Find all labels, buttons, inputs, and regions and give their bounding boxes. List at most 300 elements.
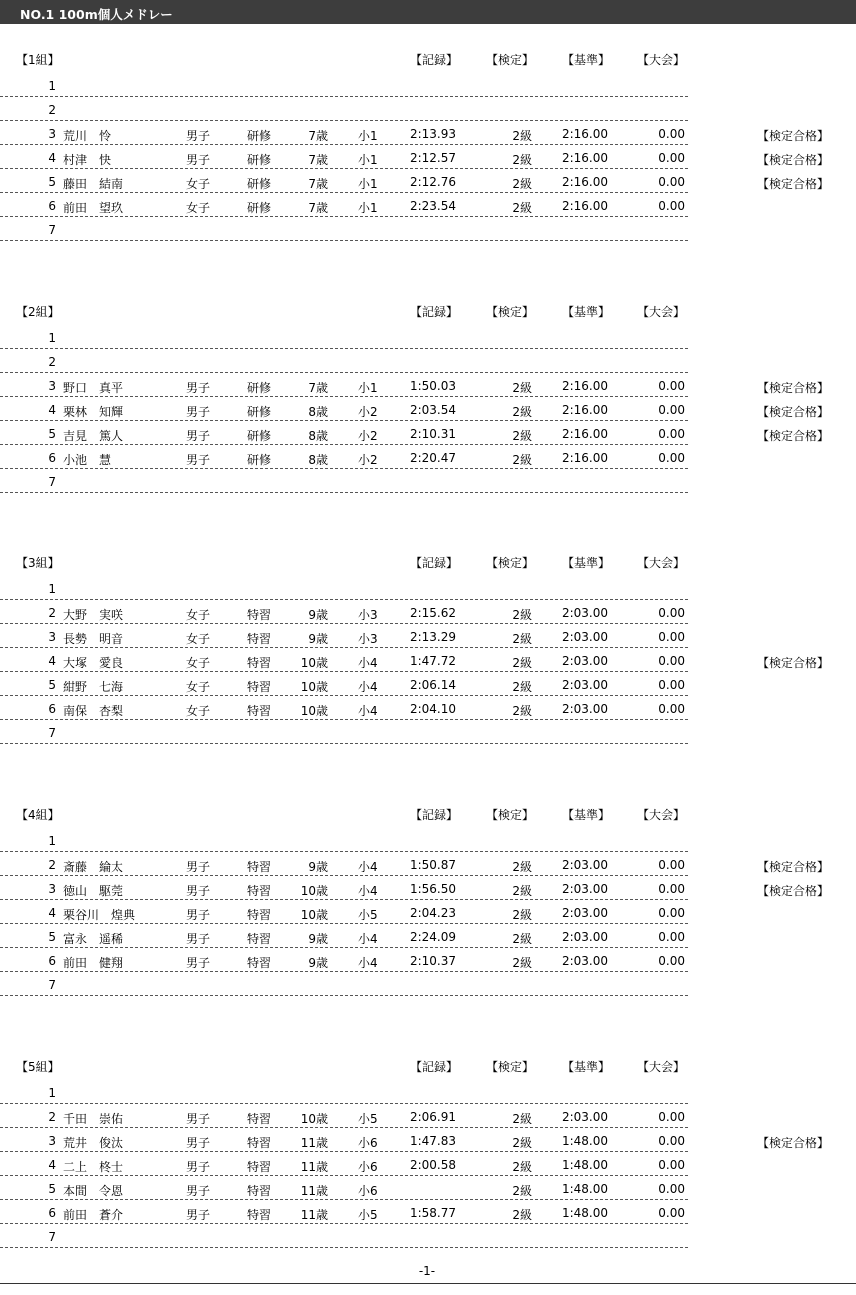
swimmer-name: 藤田 結南 [63, 177, 124, 191]
record-time: 1:47.72 [409, 654, 456, 668]
level-header: 【検定】 [486, 808, 535, 822]
lane-row [0, 600, 856, 624]
page-number: -1- [418, 1264, 436, 1278]
age: 8歳 [308, 429, 328, 443]
school-grade: 小4 [358, 956, 378, 970]
school-grade: 小5 [358, 1112, 378, 1126]
school-grade: 小5 [358, 1208, 378, 1222]
age: 9歳 [308, 932, 328, 946]
course-class: 研修 [247, 201, 272, 215]
record-time: 2:06.14 [409, 678, 456, 692]
swimmer-name: 南保 杏梨 [63, 704, 124, 718]
course-class: 特習 [247, 932, 272, 946]
lane-row [0, 1200, 856, 1224]
level-header: 【検定】 [486, 305, 535, 319]
test-level: 2級 [512, 680, 532, 694]
heat-group [0, 300, 856, 540]
record-header: 【記録】 [410, 305, 459, 319]
lane-number: 1 [48, 331, 56, 345]
lane-number: 2 [48, 355, 56, 369]
heat-group [0, 551, 856, 791]
standard-header: 【基準】 [562, 808, 611, 822]
age: 10歳 [300, 680, 328, 694]
swimmer-name: 富永 遥稀 [63, 932, 124, 946]
standard-header: 【基準】 [562, 53, 611, 67]
meet-time: 0.00 [658, 702, 685, 716]
sex: 女子 [186, 201, 211, 215]
meet-time: 0.00 [658, 930, 685, 944]
course-class: 特習 [247, 608, 272, 622]
sex: 女子 [186, 177, 211, 191]
sex: 男子 [186, 1136, 211, 1150]
swimmer-name: 徳山 駆莞 [63, 884, 124, 898]
swimmer-name: 野口 真平 [63, 381, 124, 395]
standard-header: 【基準】 [562, 305, 611, 319]
lane-row [0, 145, 856, 169]
lane-row [0, 217, 856, 241]
lane-row [0, 193, 856, 217]
meet-header: 【大会】 [637, 808, 686, 822]
lane-number: 2 [48, 103, 56, 117]
meet-time: 0.00 [658, 678, 685, 692]
sex: 男子 [186, 381, 211, 395]
test-level: 2級 [512, 1136, 532, 1150]
lane-number: 6 [48, 954, 56, 968]
standard-time: 2:16.00 [561, 127, 608, 141]
standard-time: 2:03.00 [561, 702, 608, 716]
group-header [0, 300, 856, 322]
lane-row [0, 421, 856, 445]
lane-row [0, 648, 856, 672]
lane-row [0, 1080, 856, 1104]
lane-number: 3 [48, 882, 56, 896]
swimmer-name: 小池 慧 [63, 453, 112, 467]
age: 7歳 [308, 381, 328, 395]
course-class: 研修 [247, 381, 272, 395]
pass-mark: 【検定合格】 [757, 177, 830, 191]
record-time: 2:10.31 [409, 427, 456, 441]
test-level: 2級 [512, 453, 532, 467]
lane-number: 3 [48, 1134, 56, 1148]
test-level: 2級 [512, 429, 532, 443]
meet-time: 0.00 [658, 427, 685, 441]
sex: 男子 [186, 908, 211, 922]
lane-row [0, 325, 856, 349]
age: 10歳 [300, 884, 328, 898]
test-level: 2級 [512, 656, 532, 670]
lane-number: 5 [48, 427, 56, 441]
standard-time: 1:48.00 [561, 1158, 608, 1172]
lane-number: 5 [48, 1182, 56, 1196]
row-divider [0, 240, 688, 241]
lane-number: 6 [48, 702, 56, 716]
lane-number: 5 [48, 678, 56, 692]
record-header: 【記録】 [410, 808, 459, 822]
lane-row [0, 924, 856, 948]
standard-time: 2:03.00 [561, 906, 608, 920]
meet-header: 【大会】 [637, 305, 686, 319]
level-header: 【検定】 [486, 1060, 535, 1074]
standard-time: 2:03.00 [561, 954, 608, 968]
meet-time: 0.00 [658, 906, 685, 920]
record-time: 1:56.50 [409, 882, 456, 896]
course-class: 特習 [247, 956, 272, 970]
group-label: 【3組】 [16, 556, 60, 570]
test-level: 2級 [512, 153, 532, 167]
age: 9歳 [308, 860, 328, 874]
lane-number: 4 [48, 654, 56, 668]
school-grade: 小4 [358, 680, 378, 694]
lane-row [0, 828, 856, 852]
standard-header: 【基準】 [562, 556, 611, 570]
swimmer-name: 千田 崇佑 [63, 1112, 124, 1126]
swimmer-name: 前田 望玖 [63, 201, 124, 215]
meet-time: 0.00 [658, 175, 685, 189]
pass-mark: 【検定合格】 [757, 429, 830, 443]
meet-time: 0.00 [658, 379, 685, 393]
lane-row [0, 696, 856, 720]
test-level: 2級 [512, 704, 532, 718]
standard-time: 2:03.00 [561, 882, 608, 896]
lane-number: 6 [48, 451, 56, 465]
pass-mark: 【検定合格】 [757, 1136, 830, 1150]
lane-row [0, 445, 856, 469]
test-level: 2級 [512, 405, 532, 419]
school-grade: 小4 [358, 656, 378, 670]
lane-number: 7 [48, 223, 56, 237]
meet-time: 0.00 [658, 403, 685, 417]
age: 10歳 [300, 1112, 328, 1126]
standard-time: 2:03.00 [561, 630, 608, 644]
lane-number: 3 [48, 379, 56, 393]
test-level: 2級 [512, 956, 532, 970]
heat-group [0, 1055, 856, 1295]
school-grade: 小4 [358, 860, 378, 874]
swimmer-name: 吉見 篤人 [63, 429, 124, 443]
standard-time: 2:16.00 [561, 403, 608, 417]
swimmer-name: 前田 健翔 [63, 956, 124, 970]
age: 8歳 [308, 405, 328, 419]
lane-number: 4 [48, 151, 56, 165]
meet-time: 0.00 [658, 954, 685, 968]
lane-row [0, 948, 856, 972]
record-time: 2:15.62 [409, 606, 456, 620]
age: 7歳 [308, 129, 328, 143]
standard-time: 2:03.00 [561, 1110, 608, 1124]
sex: 男子 [186, 884, 211, 898]
page-title: NO.1 100m個人メドレー [20, 7, 173, 22]
sex: 男子 [186, 1112, 211, 1126]
standard-time: 2:03.00 [561, 930, 608, 944]
age: 7歳 [308, 153, 328, 167]
test-level: 2級 [512, 1184, 532, 1198]
lane-number: 1 [48, 582, 56, 596]
heat-group [0, 803, 856, 1043]
record-header: 【記録】 [410, 53, 459, 67]
lane-number: 1 [48, 834, 56, 848]
standard-time: 2:03.00 [561, 858, 608, 872]
record-time: 2:04.10 [409, 702, 456, 716]
swimmer-name: 荒川 怜 [63, 129, 112, 143]
swimmer-name: 二上 柊士 [63, 1160, 124, 1174]
lane-number: 7 [48, 1230, 56, 1244]
school-grade: 小2 [358, 429, 378, 443]
age: 8歳 [308, 453, 328, 467]
standard-time: 2:16.00 [561, 175, 608, 189]
sex: 男子 [186, 453, 211, 467]
swimmer-name: 大塚 愛良 [63, 656, 124, 670]
course-class: 特習 [247, 656, 272, 670]
lane-row [0, 1104, 856, 1128]
age: 9歳 [308, 608, 328, 622]
swimmer-name: 紺野 七海 [63, 680, 124, 694]
meet-time: 0.00 [658, 858, 685, 872]
meet-time: 0.00 [658, 606, 685, 620]
meet-time: 0.00 [658, 1206, 685, 1220]
row-divider [0, 743, 688, 744]
group-header [0, 551, 856, 573]
course-class: 特習 [247, 1208, 272, 1222]
swimmer-name: 前田 蒼介 [63, 1208, 124, 1222]
lane-row [0, 852, 856, 876]
lane-row [0, 121, 856, 145]
age: 11歳 [300, 1136, 328, 1150]
swimmer-name: 栗林 知輝 [63, 405, 124, 419]
standard-time: 2:16.00 [561, 199, 608, 213]
level-header: 【検定】 [486, 556, 535, 570]
age: 10歳 [300, 704, 328, 718]
record-time: 2:03.54 [409, 403, 456, 417]
school-grade: 小2 [358, 453, 378, 467]
sex: 男子 [186, 405, 211, 419]
meet-time: 0.00 [658, 451, 685, 465]
age: 10歳 [300, 908, 328, 922]
course-class: 研修 [247, 153, 272, 167]
meet-time: 0.00 [658, 199, 685, 213]
lane-row [0, 720, 856, 744]
sex: 女子 [186, 656, 211, 670]
lane-number: 4 [48, 403, 56, 417]
standard-time: 2:03.00 [561, 606, 608, 620]
swimmer-name: 荒井 俊汰 [63, 1136, 124, 1150]
group-label: 【1組】 [16, 53, 60, 67]
test-level: 2級 [512, 1160, 532, 1174]
course-class: 特習 [247, 884, 272, 898]
school-grade: 小4 [358, 932, 378, 946]
lane-number: 7 [48, 978, 56, 992]
lane-number: 5 [48, 175, 56, 189]
lane-number: 3 [48, 127, 56, 141]
pass-mark: 【検定合格】 [757, 860, 830, 874]
record-time: 2:12.76 [409, 175, 456, 189]
school-grade: 小1 [358, 129, 378, 143]
course-class: 特習 [247, 1136, 272, 1150]
standard-time: 2:16.00 [561, 379, 608, 393]
lane-row [0, 1152, 856, 1176]
school-grade: 小5 [358, 908, 378, 922]
lane-row [0, 397, 856, 421]
test-level: 2級 [512, 932, 532, 946]
swimmer-name: 本間 令恩 [63, 1184, 124, 1198]
course-class: 研修 [247, 405, 272, 419]
lane-row [0, 876, 856, 900]
record-time: 2:23.54 [409, 199, 456, 213]
school-grade: 小3 [358, 608, 378, 622]
group-label: 【5組】 [16, 1060, 60, 1074]
standard-time: 1:48.00 [561, 1134, 608, 1148]
lane-row [0, 624, 856, 648]
meet-time: 0.00 [658, 654, 685, 668]
lane-row [0, 1224, 856, 1248]
age: 7歳 [308, 201, 328, 215]
level-header: 【検定】 [486, 53, 535, 67]
record-time: 1:58.77 [409, 1206, 456, 1220]
school-grade: 小6 [358, 1160, 378, 1174]
lane-number: 4 [48, 906, 56, 920]
age: 7歳 [308, 177, 328, 191]
swimmer-name: 長勢 明音 [63, 632, 124, 646]
course-class: 研修 [247, 129, 272, 143]
sex: 男子 [186, 956, 211, 970]
test-level: 2級 [512, 129, 532, 143]
course-class: 特習 [247, 908, 272, 922]
lane-number: 5 [48, 930, 56, 944]
course-class: 研修 [247, 429, 272, 443]
lane-row [0, 1128, 856, 1152]
standard-time: 2:03.00 [561, 654, 608, 668]
row-divider [0, 492, 688, 493]
school-grade: 小1 [358, 201, 378, 215]
course-class: 特習 [247, 860, 272, 874]
sex: 女子 [186, 680, 211, 694]
course-class: 特習 [247, 680, 272, 694]
record-time: 2:13.93 [409, 127, 456, 141]
record-time: 2:00.58 [409, 1158, 456, 1172]
record-time: 2:20.47 [409, 451, 456, 465]
swimmer-name: 大野 実咲 [63, 608, 124, 622]
group-header [0, 803, 856, 825]
course-class: 特習 [247, 632, 272, 646]
group-header [0, 1055, 856, 1077]
age: 11歳 [300, 1160, 328, 1174]
school-grade: 小4 [358, 884, 378, 898]
age: 11歳 [300, 1208, 328, 1222]
sex: 男子 [186, 429, 211, 443]
record-time: 2:04.23 [409, 906, 456, 920]
lane-row [0, 972, 856, 996]
lane-row [0, 97, 856, 121]
test-level: 2級 [512, 1112, 532, 1126]
test-level: 2級 [512, 884, 532, 898]
test-level: 2級 [512, 201, 532, 215]
meet-time: 0.00 [658, 630, 685, 644]
pass-mark: 【検定合格】 [757, 129, 830, 143]
sex: 男子 [186, 1160, 211, 1174]
meet-header: 【大会】 [637, 556, 686, 570]
test-level: 2級 [512, 608, 532, 622]
meet-time: 0.00 [658, 151, 685, 165]
meet-time: 0.00 [658, 1158, 685, 1172]
record-time: 2:12.57 [409, 151, 456, 165]
sex: 男子 [186, 153, 211, 167]
sex: 女子 [186, 704, 211, 718]
test-level: 2級 [512, 1208, 532, 1222]
lane-number: 2 [48, 1110, 56, 1124]
record-time: 2:10.37 [409, 954, 456, 968]
course-class: 研修 [247, 453, 272, 467]
course-class: 特習 [247, 1112, 272, 1126]
record-time: 2:24.09 [409, 930, 456, 944]
lane-number: 7 [48, 726, 56, 740]
test-level: 2級 [512, 177, 532, 191]
record-header: 【記録】 [410, 556, 459, 570]
pass-mark: 【検定合格】 [757, 381, 830, 395]
test-level: 2級 [512, 381, 532, 395]
lane-number: 2 [48, 858, 56, 872]
pass-mark: 【検定合格】 [757, 884, 830, 898]
age: 10歳 [300, 656, 328, 670]
standard-time: 2:16.00 [561, 151, 608, 165]
school-grade: 小3 [358, 632, 378, 646]
lane-row [0, 1176, 856, 1200]
meet-time: 0.00 [658, 1134, 685, 1148]
lane-number: 3 [48, 630, 56, 644]
sex: 女子 [186, 608, 211, 622]
standard-time: 1:48.00 [561, 1182, 608, 1196]
sex: 男子 [186, 1208, 211, 1222]
meet-header: 【大会】 [637, 1060, 686, 1074]
lane-number: 4 [48, 1158, 56, 1172]
course-class: 特習 [247, 704, 272, 718]
lane-row [0, 73, 856, 97]
pass-mark: 【検定合格】 [757, 405, 830, 419]
record-time: 1:47.83 [409, 1134, 456, 1148]
school-grade: 小6 [358, 1184, 378, 1198]
group-label: 【2組】 [16, 305, 60, 319]
lane-row [0, 900, 856, 924]
page-footer [0, 1264, 856, 1278]
record-header: 【記録】 [410, 1060, 459, 1074]
age: 11歳 [300, 1184, 328, 1198]
meet-time: 0.00 [658, 1110, 685, 1124]
lane-number: 6 [48, 199, 56, 213]
row-divider [0, 995, 688, 996]
record-time: 2:13.29 [409, 630, 456, 644]
sex: 男子 [186, 932, 211, 946]
meet-time: 0.00 [658, 127, 685, 141]
record-time: 1:50.87 [409, 858, 456, 872]
course-class: 研修 [247, 177, 272, 191]
heat-group [0, 48, 856, 288]
title-bar [0, 0, 856, 24]
lane-number: 6 [48, 1206, 56, 1220]
standard-header: 【基準】 [562, 1060, 611, 1074]
course-class: 特習 [247, 1160, 272, 1174]
swimmer-name: 斎藤 綸太 [63, 860, 124, 874]
school-grade: 小1 [358, 153, 378, 167]
lane-row [0, 576, 856, 600]
test-level: 2級 [512, 908, 532, 922]
swimmer-name: 栗谷川 煌典 [63, 908, 136, 922]
standard-time: 2:16.00 [561, 427, 608, 441]
test-level: 2級 [512, 632, 532, 646]
lane-row [0, 672, 856, 696]
lane-number: 7 [48, 475, 56, 489]
pass-mark: 【検定合格】 [757, 153, 830, 167]
standard-time: 2:03.00 [561, 678, 608, 692]
school-grade: 小1 [358, 381, 378, 395]
lane-row [0, 373, 856, 397]
